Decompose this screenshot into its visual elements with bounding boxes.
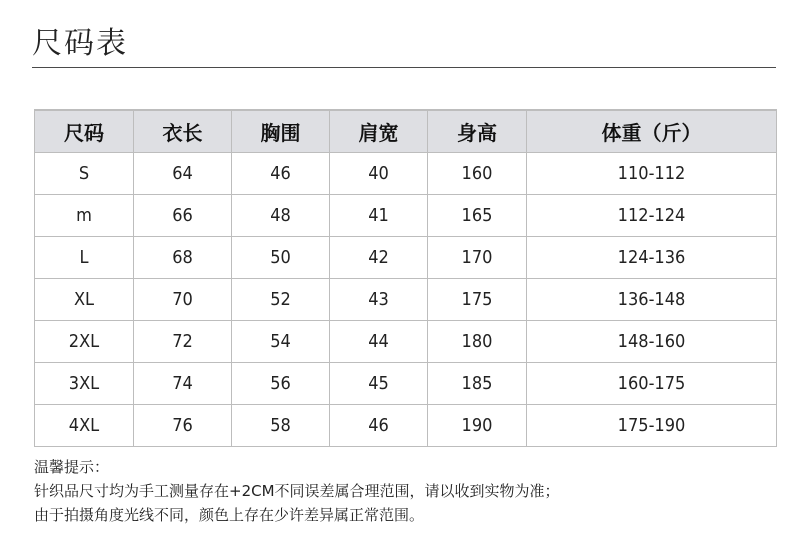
table-row xyxy=(35,405,777,447)
cell-size: 4XL xyxy=(35,405,134,447)
table-row xyxy=(35,363,777,405)
cell-chest: 50 xyxy=(232,237,330,279)
header-weight: 体重（斤） xyxy=(527,110,777,153)
tips-section xyxy=(34,455,560,527)
cell-weight: 148-160 xyxy=(527,321,777,363)
cell-length: 68 xyxy=(134,237,232,279)
header-height: 身高 xyxy=(428,110,527,153)
table-row xyxy=(35,321,777,363)
cell-height: 165 xyxy=(428,195,527,237)
table-row xyxy=(35,153,777,195)
cell-length: 70 xyxy=(134,279,232,321)
cell-height: 190 xyxy=(428,405,527,447)
cell-size: L xyxy=(35,237,134,279)
cell-shoulder: 46 xyxy=(330,405,428,447)
cell-weight: 136-148 xyxy=(527,279,777,321)
cell-height: 170 xyxy=(428,237,527,279)
cell-length: 66 xyxy=(134,195,232,237)
cell-length: 72 xyxy=(134,321,232,363)
tips-line-color: 由于拍摄角度光线不同，颜色上存在少许差异属正常范围。 xyxy=(34,506,425,524)
cell-shoulder: 42 xyxy=(330,237,428,279)
cell-length: 76 xyxy=(134,405,232,447)
tips-heading: 温馨提示： xyxy=(34,458,110,476)
cell-size: 2XL xyxy=(35,321,134,363)
cell-size: S xyxy=(35,153,134,195)
header-shoulder: 肩宽 xyxy=(330,110,428,153)
tips-line-measurement: 针织品尺寸均为手工测量存在+2CM不同误差属合理范围，请以收到实物为准； xyxy=(34,482,560,500)
cell-shoulder: 45 xyxy=(330,363,428,405)
title-divider xyxy=(32,67,776,68)
cell-chest: 48 xyxy=(232,195,330,237)
header-size: 尺码 xyxy=(35,110,134,153)
cell-shoulder: 40 xyxy=(330,153,428,195)
cell-chest: 56 xyxy=(232,363,330,405)
cell-height: 160 xyxy=(428,153,527,195)
table-row xyxy=(35,237,777,279)
cell-shoulder: 44 xyxy=(330,321,428,363)
table-header-row xyxy=(35,110,777,153)
cell-chest: 58 xyxy=(232,405,330,447)
header-chest: 胸围 xyxy=(232,110,330,153)
table-row xyxy=(35,195,777,237)
cell-height: 180 xyxy=(428,321,527,363)
cell-chest: 46 xyxy=(232,153,330,195)
cell-weight: 160-175 xyxy=(527,363,777,405)
cell-size: XL xyxy=(35,279,134,321)
cell-weight: 124-136 xyxy=(527,237,777,279)
cell-shoulder: 43 xyxy=(330,279,428,321)
size-chart-table xyxy=(34,109,777,447)
cell-size: m xyxy=(35,195,134,237)
cell-length: 64 xyxy=(134,153,232,195)
cell-height: 185 xyxy=(428,363,527,405)
cell-weight: 112-124 xyxy=(527,195,777,237)
cell-weight: 175-190 xyxy=(527,405,777,447)
cell-weight: 110-112 xyxy=(527,153,777,195)
cell-chest: 52 xyxy=(232,279,330,321)
header-length: 衣长 xyxy=(134,110,232,153)
cell-shoulder: 41 xyxy=(330,195,428,237)
cell-height: 175 xyxy=(428,279,527,321)
table-row xyxy=(35,279,777,321)
cell-size: 3XL xyxy=(35,363,134,405)
page-title: 尺码表 xyxy=(32,26,128,61)
cell-length: 74 xyxy=(134,363,232,405)
cell-chest: 54 xyxy=(232,321,330,363)
